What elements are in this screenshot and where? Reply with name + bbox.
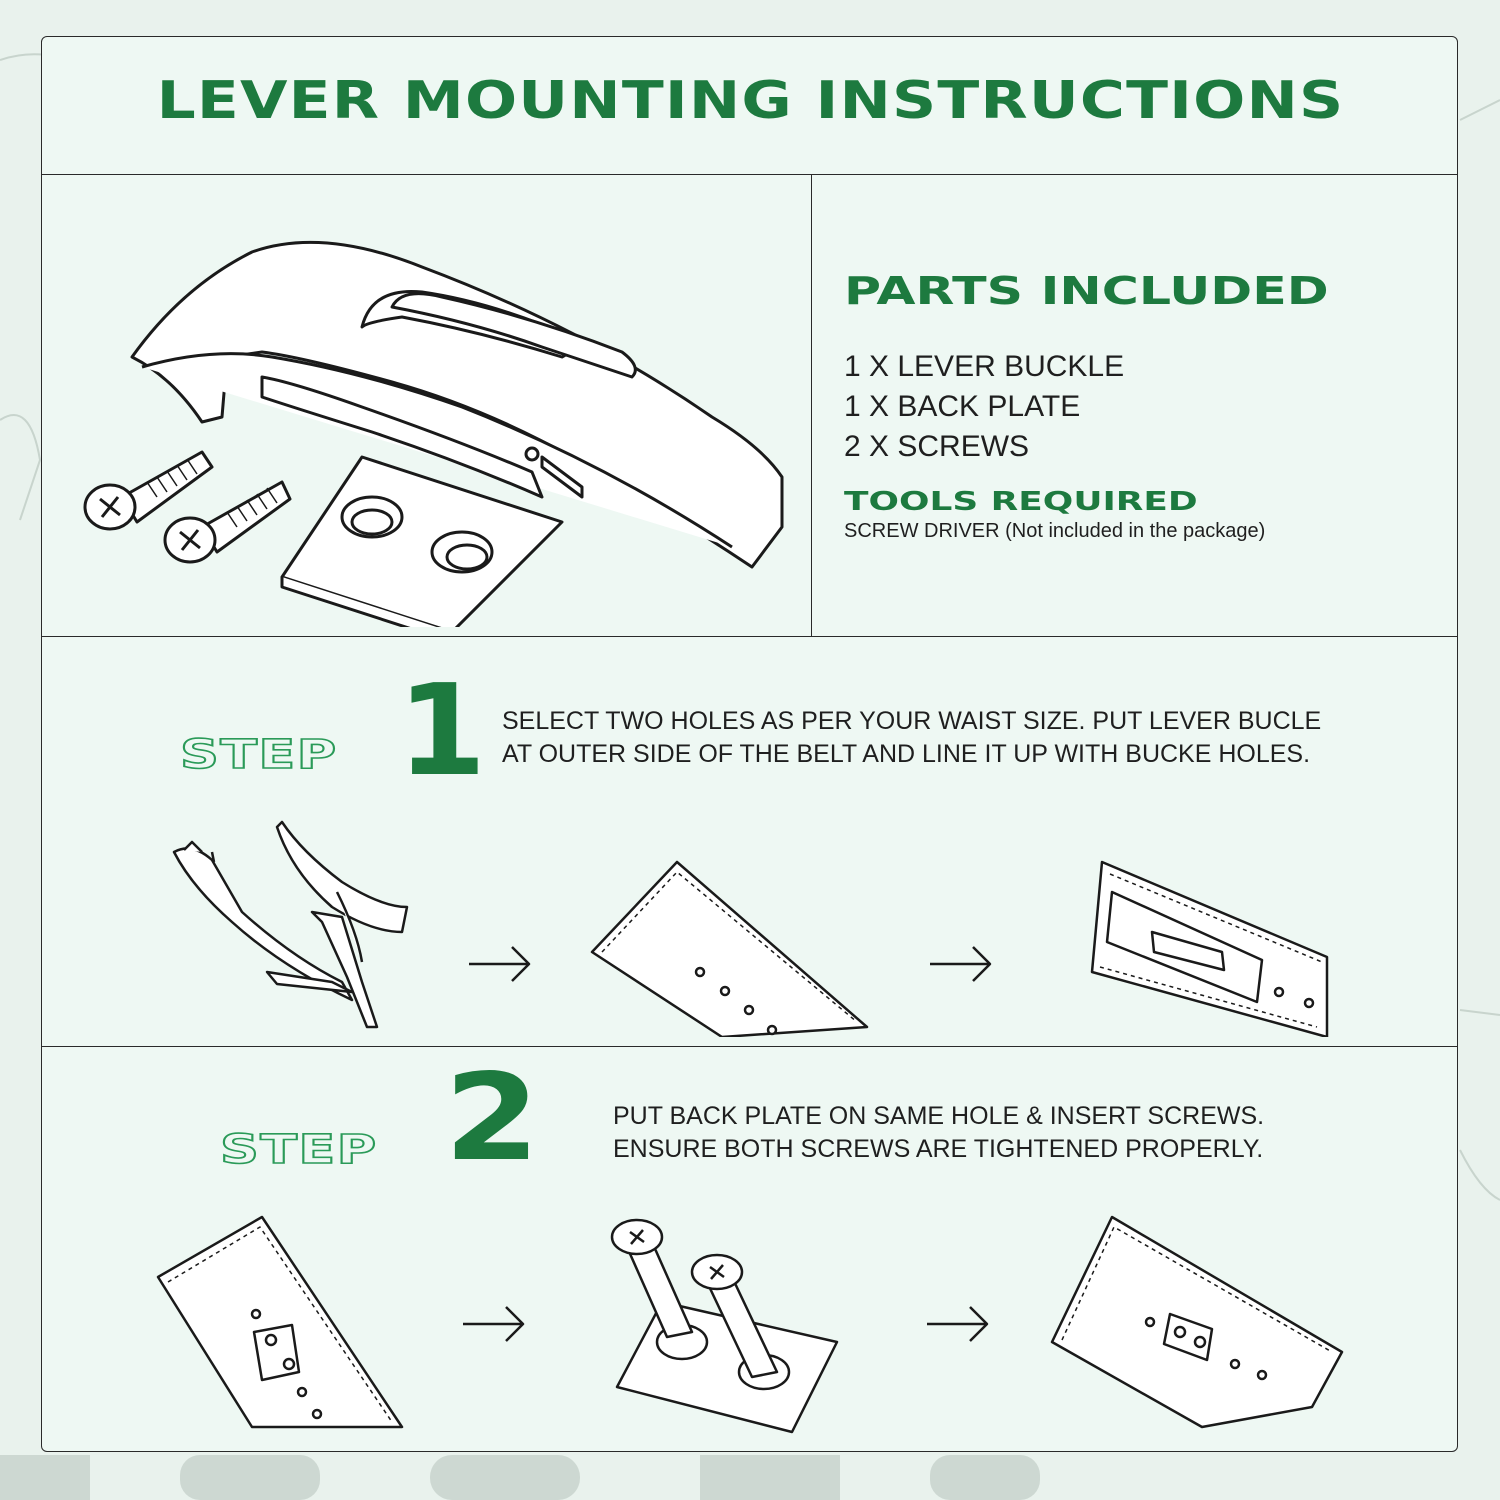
list-item: 1 X LEVER BUCKLE <box>844 350 1125 383</box>
divider <box>811 174 812 637</box>
step-number: 2 <box>444 1049 541 1188</box>
page-title: LEVER MOUNTING INSTRUCTIONS <box>156 71 1345 131</box>
step2-line2: ENSURE BOTH SCREWS ARE TIGHTENED PROPERLY. <box>613 1135 1264 1163</box>
parts-illustration <box>62 207 802 627</box>
belt-icon <box>1092 862 1327 1037</box>
parts-list <box>844 347 1124 467</box>
step-label: STEP <box>180 732 338 778</box>
step2-line1: PUT BACK PLATE ON SAME HOLE & INSERT SCREWS. <box>613 1102 1265 1130</box>
arrow-right-icon <box>469 947 529 981</box>
step1-line2: AT OUTER SIDE OF THE BELT AND LINE IT UP WITH BUCKE HOLES. <box>502 740 1311 768</box>
step1-illustration <box>162 812 1342 1037</box>
list-item: 2 X SCREWS <box>844 430 1030 463</box>
instruction-card <box>41 36 1458 1452</box>
belt-icon <box>592 862 867 1037</box>
belt-icon <box>1052 1217 1342 1427</box>
tools-required-note: SCREW DRIVER (Not included in the package) <box>844 520 1266 542</box>
arrow-right-icon <box>930 947 990 981</box>
divider <box>42 174 1457 175</box>
lever-buckle-icon <box>174 822 407 1027</box>
parts-included-heading: PARTS INCLUDED <box>844 269 1329 313</box>
divider <box>42 636 1457 637</box>
step-label: STEP <box>220 1127 378 1173</box>
step-number: 1 <box>397 657 487 804</box>
tools-required-heading: TOOLS REQUIRED <box>844 487 1198 517</box>
step2-illustration <box>152 1212 1352 1442</box>
divider <box>42 1046 1457 1047</box>
arrow-right-icon <box>927 1307 987 1341</box>
arrow-right-icon <box>463 1307 523 1341</box>
list-item: 1 X BACK PLATE <box>844 390 1081 423</box>
screw-icon <box>85 452 290 562</box>
step1-line1: SELECT TWO HOLES AS PER YOUR WAIST SIZE. PUT LEVER BUCLE <box>502 707 1322 735</box>
belt-icon <box>158 1217 402 1427</box>
